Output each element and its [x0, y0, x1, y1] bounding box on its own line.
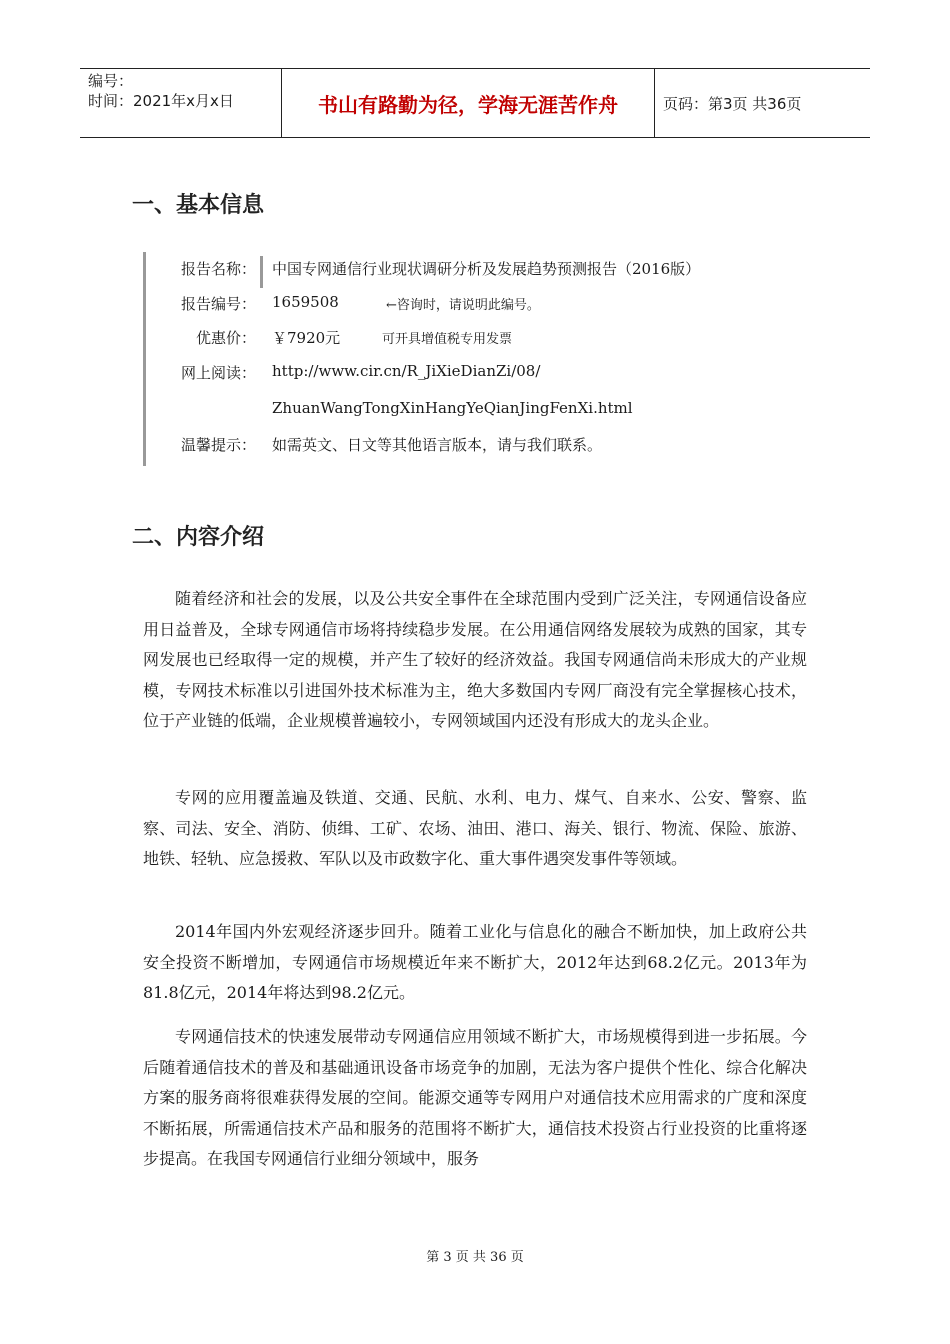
motto-text: 书山有路勤为径，学海无涯苦作舟 [318, 92, 618, 117]
online-label: 网上阅读： [180, 364, 256, 382]
info-block [143, 252, 786, 466]
section-title-content: 二、内容介绍 [132, 525, 265, 550]
online-url-line-1[interactable]: http://www.cir.cn/R_JiXieDianZi/08/ [272, 362, 541, 380]
paragraph-4: 专网通信技术的快速发展带动专网通信应用领域不断扩大，市场规模得到进一步拓展。今后随着通信技术的普及和基础通讯设备市场竞争的加剧，无法为客户提供个性化、综合化解决方案的服务商将很难获得发展的空间。能源交通等专网用户对通信技术应用需求的广度和深度不断拓展，所需通信技术产品和服务的范围将不断扩大，通信技术投资占行业投资的比重将逐步提高。在我国专网通信行业细分领域中，服务 [143, 1027, 807, 1168]
time-label: 时间：2021年x月x日 [88, 92, 234, 110]
paragraph-1: 随着经济和社会的发展，以及公共安全事件在全球范围内受到广泛关注，专网通信设备应用日益普及，全球专网通信市场将持续稳步发展。在公用通信网络发展较为成熟的国家，其专网发展也已经取得一定的规模，并产生了较好的经济效益。我国专网通信尚未形成大的产业规模，专网技术标准以引进国外技术标准为主，绝大多数国内专网厂商没有完全掌握核心技术，位于产业链的低端，企业规模普遍较小，专网领域国内还没有形成大的龙头企业。 [143, 589, 807, 730]
document-header [80, 68, 870, 138]
report-code-label: 报告编号： [180, 295, 256, 313]
header-left-cell [80, 69, 280, 137]
online-url-line-2[interactable]: ZhuanWangTongXinHangYeQianJingFenXi.html [272, 399, 633, 417]
paragraph-2: 专网的应用覆盖遍及铁道、交通、民航、水利、电力、煤气、自来水、公安、警察、监察、司法、安全、消防、侦缉、工矿、农场、油田、港口、海关、银行、物流、保险、旅游、地铁、轻轨、应急援救、军队以及市政数字化、重大事件遇突发事件等领域。 [143, 788, 807, 868]
serial-label: 编号： [88, 72, 134, 90]
header-motto-cell [281, 69, 655, 137]
price-note: 可开具增值税专用发票 [382, 332, 513, 347]
report-name-label: 报告名称： [180, 260, 256, 278]
price-label: 优惠价： [195, 329, 256, 347]
report-name-value: 中国专网通信行业现状调研分析及发展趋势预测报告（2016版） [272, 260, 701, 278]
page-info: 页码：第3页 共36页 [663, 94, 802, 113]
price-value: ￥7920元 [272, 329, 341, 347]
report-code-note: ←咨询时，请说明此编号。 [386, 298, 540, 313]
section-title-basic-info: 一、基本信息 [132, 193, 265, 218]
tip-value: 如需英文、日文等其他语言版本，请与我们联系。 [272, 436, 603, 454]
report-code-value: 1659508 [272, 293, 339, 311]
tip-label: 温馨提示： [180, 436, 256, 454]
title-marker-bar [260, 256, 263, 288]
page-footer: 第 3 页 共 36 页 [426, 1250, 524, 1265]
header-page-cell [663, 69, 870, 137]
paragraph-3: 2014年国内外宏观经济逐步回升。随着工业化与信息化的融合不断加快，加上政府公共安全投资不断增加，专网通信市场规模近年来不断扩大，2012年达到68.2亿元。2013年为81.8亿元，2014年将达到98.2亿元。 [143, 922, 807, 1002]
